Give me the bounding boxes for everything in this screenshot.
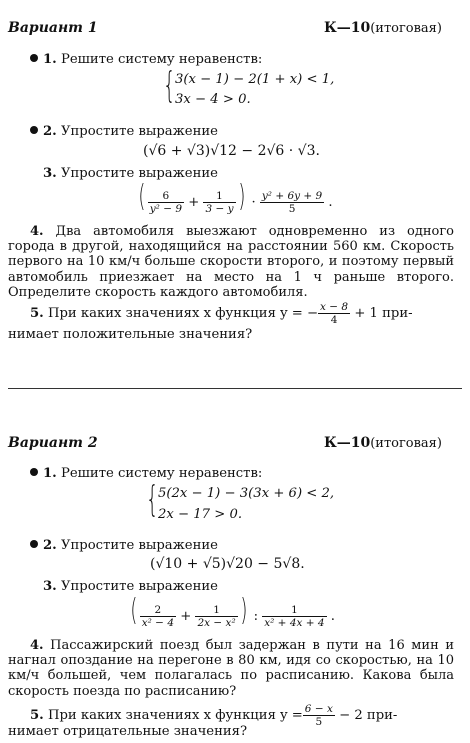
v2-frac-1: $\frac{2}{\text{x² − 4}}$ xyxy=(141,604,175,629)
v2-system-line1: 5(2x − 1) − 3(3x + 6) < 2, xyxy=(158,486,335,501)
v2-task2-expr: (√10 + √5)√20 − 5√8. xyxy=(150,556,305,572)
bullet-icon xyxy=(30,468,38,476)
v1-task4-num: 4. xyxy=(30,224,44,239)
v2-frac-2: $\frac{1}{\text{2x − x²}}$ xyxy=(197,604,236,629)
v1-code-label: К—10 xyxy=(324,20,371,36)
v2-task4-num: 4. xyxy=(30,638,44,653)
v2-title: Вариант 2 xyxy=(8,435,98,451)
v1-task5-num: 5. xyxy=(30,306,44,321)
v2-code-label: К—10 xyxy=(324,435,371,451)
v1-task4-text: Два автомобиля выезжают одновременно из одного города в другой, находящийся на расстоянии 560 км. Скорость первого на 10 км/ч больше скорости второго, и поэтому первый автомобиль приезжает на место на 1 ч раньше второго. Определите скорость каждого автомобиля. xyxy=(8,224,454,300)
v1-task4 xyxy=(8,224,454,300)
v2-task1-num: 1. xyxy=(43,466,57,481)
v2-code xyxy=(324,435,442,451)
v2-code-note: (итоговая) xyxy=(370,436,442,451)
v2-task3-text: Упростите выражение xyxy=(60,579,218,594)
v1-task2-text: Упростите выражение xyxy=(60,124,218,139)
v2-task3-num: 3. xyxy=(43,579,57,594)
v1-task5-a: При каких значениях x функция y = − xyxy=(47,306,319,321)
v1-frac-3: $\frac{\text{y² + 6y + 9}}{5}$ xyxy=(261,190,323,215)
v2-task5-b: − 2 при- xyxy=(339,708,398,723)
v1-system-brace: { xyxy=(163,65,176,106)
v2-system-line2: 2x − 17 > 0. xyxy=(158,507,243,522)
v2-task5-frac: $\frac{6 - x}{5}$ xyxy=(304,703,333,728)
v1-task5 xyxy=(30,301,413,326)
v1-task5-frac: $\frac{x - 8}{4}$ xyxy=(320,301,349,326)
v2-task3-expr: ( $\frac{2}{\text{x² − 4}}$ + $\frac{1}{\text{2x − x²}}$ ) : $\frac{1}{\text{x² + 4x + 4}}$ . xyxy=(130,593,335,629)
v1-title: Вариант 1 xyxy=(8,20,98,36)
v2-task2-text: Упростите выражение xyxy=(60,538,218,553)
v1-code-note: (итоговая) xyxy=(370,21,442,36)
v1-frac-1: $\frac{6}{\text{y² − 9}}$ xyxy=(149,190,183,215)
v1-task5-c: нимает положительные значения? xyxy=(8,327,253,342)
v2-task5-c: нимает отрицательные значения? xyxy=(8,724,248,739)
v1-task2-num: 2. xyxy=(43,124,57,139)
v1-frac-2: $\frac{1}{3 - y}$ xyxy=(205,190,234,215)
v2-system-brace: { xyxy=(146,479,159,520)
v2-frac-3: $\frac{1}{\text{x² + 4x + 4}}$ xyxy=(264,604,325,629)
v1-code xyxy=(324,20,442,36)
v2-task4-text: Пассажирский поезд был задержан в пути на 16 мин и нагнал опоздание на перегоне в 80 км, идя со скоростью, на 10 км/ч большей, чем полагалась по расписанию. Какова была скорость поезда по расписанию? xyxy=(8,638,454,699)
bullet-icon xyxy=(30,540,38,548)
v1-task1 xyxy=(30,52,262,67)
v2-task4 xyxy=(8,638,454,699)
v2-task3 xyxy=(43,579,218,594)
v1-task2 xyxy=(30,124,218,139)
v2-task1-text: Решите систему неравенств: xyxy=(60,466,263,481)
v1-task3-num: 3. xyxy=(43,166,57,181)
bullet-icon xyxy=(30,54,38,62)
v1-system-line2: 3x − 4 > 0. xyxy=(175,92,251,107)
v1-task3-text: Упростите выражение xyxy=(60,166,218,181)
v1-task3 xyxy=(43,166,218,181)
v2-task5-num: 5. xyxy=(30,708,44,723)
bullet-icon xyxy=(30,126,38,134)
section-divider xyxy=(8,388,462,389)
v1-task5-b: + 1 при- xyxy=(354,306,413,321)
v1-task1-text: Решите систему неравенств: xyxy=(60,52,263,67)
v1-task1-num: 1. xyxy=(43,52,57,67)
v1-system-line1: 3(x − 1) − 2(1 + x) < 1, xyxy=(175,72,335,87)
v1-task2-expr: (√6 + √3)√12 − 2√6 · √3. xyxy=(143,143,320,159)
v2-task5-a: При каких значениях x функция y = xyxy=(47,708,303,723)
v2-task2 xyxy=(30,538,218,553)
v2-task2-num: 2. xyxy=(43,538,57,553)
v1-task3-expr: ( $\frac{6}{\text{y² − 9}}$ + $\frac{1}{3 - y}$ ) · $\frac{\text{y² + 6y + 9}}{5}$ . xyxy=(138,179,333,215)
